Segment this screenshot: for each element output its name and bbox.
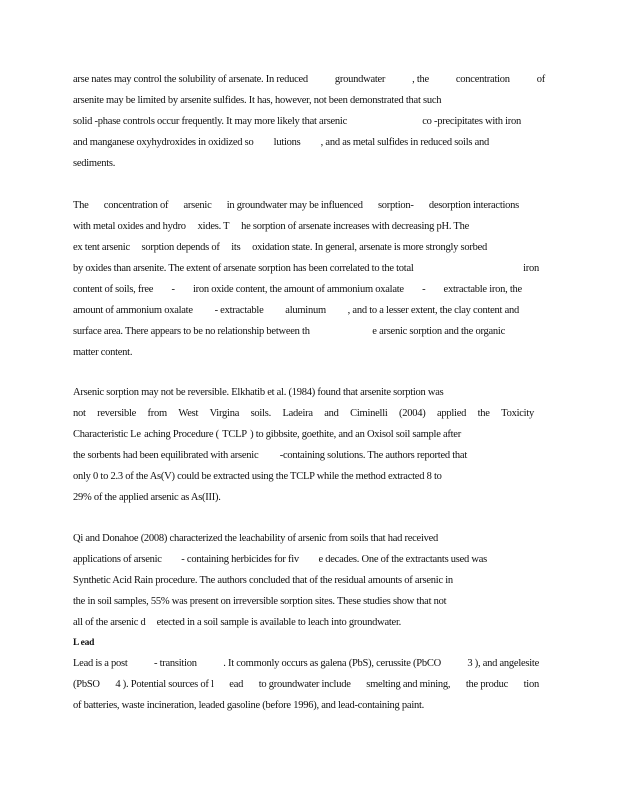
text-segment: Virgina [209, 408, 240, 419]
text-segment: the produc [465, 679, 508, 690]
paragraph-2-line-3 [73, 241, 487, 255]
text-segment: lutions [273, 137, 301, 148]
text-segment: oxidation state. In general, arsenate is more strongly sorbed [252, 242, 487, 253]
text-segment: in groundwater may be influenced [226, 200, 363, 211]
text-segment: arse nates may control the solubility of arsenate. In reduced [73, 74, 308, 85]
paragraph-2-line-4 [73, 262, 539, 276]
paragraph-4-line-2 [73, 553, 487, 567]
text-segment: applications of arsenic [73, 554, 162, 565]
text-segment: Lead is a post [73, 658, 128, 669]
text-segment: - containing herbicides for fiv [181, 554, 299, 565]
paragraph-3-line-5 [73, 470, 545, 484]
text-segment: 29% of the applied arsenic as As(III). [73, 492, 221, 503]
paragraph-4-line-1 [73, 532, 545, 546]
paragraph-4-line-4 [73, 595, 545, 609]
text-segment: soils. [250, 408, 271, 419]
text-segment: - extractable [214, 305, 264, 316]
paragraph-4-line-3 [73, 574, 545, 588]
paragraph-1-line-2 [73, 94, 545, 108]
text-segment: Characteristic Le [73, 429, 141, 440]
text-segment: to groundwater include [258, 679, 351, 690]
text-segment: of batteries, waste incineration, leaded gasoline (before 1996), and lead-containing paint. [73, 700, 425, 711]
text-segment: sorption depends of [141, 242, 220, 253]
text-segment: -containing solutions. The authors reported that [279, 450, 467, 461]
paragraph-2-line-7 [73, 325, 505, 339]
text-segment: amount of ammonium oxalate [73, 305, 193, 316]
text-segment: aluminum [285, 305, 326, 316]
text-segment: its [231, 242, 241, 253]
text-segment: he sorption of arsenate increases with decreasing pH. The [241, 221, 469, 232]
text-segment: solid -phase controls occur frequently. It may more likely that arsenic [73, 116, 348, 127]
text-segment: - transition [153, 658, 197, 669]
text-segment: by oxides than arsenite. The extent of arsenate sorption has been correlated to the total [73, 263, 414, 274]
text-segment: with metal oxides and hydro [73, 221, 186, 232]
text-segment: extractable iron, the [443, 284, 522, 295]
text-segment: , and to a lesser extent, the clay content and [347, 305, 519, 316]
text-segment: content of soils, free [73, 284, 154, 295]
text-segment: West [178, 408, 199, 419]
text-segment: sediments. [73, 158, 116, 169]
text-segment: and [324, 408, 339, 419]
paragraph-2-line-1 [73, 199, 519, 213]
text-segment: arsenic [183, 200, 212, 211]
text-segment: - [171, 284, 175, 295]
text-segment: The [73, 200, 89, 211]
text-segment: Qi and Donahoe (2008) characterized the leachability of arsenic from soils that had received [73, 533, 439, 544]
text-segment: iron oxide content, the amount of ammonium oxalate [192, 284, 404, 295]
paragraph-5-line-3 [73, 699, 545, 713]
text-segment: iron [523, 263, 539, 274]
text-segment: , and as metal sulfides in reduced soils and [320, 137, 489, 148]
text-segment: applied [436, 408, 467, 419]
text-segment: concentration [455, 74, 510, 85]
text-segment: all of the arsenic d [73, 617, 146, 628]
paragraph-5-line-2 [73, 678, 539, 692]
paragraph-1-line-1 [73, 73, 545, 87]
paragraph-3-line-1 [73, 386, 545, 400]
paragraph-3-line-3 [73, 428, 461, 442]
text-segment: tion [523, 679, 539, 690]
paragraph-3-line-4 [73, 449, 467, 463]
paragraph-4-line-5 [73, 616, 401, 630]
paragraph-2-line-5 [73, 283, 522, 297]
text-segment: (2004) [399, 408, 426, 419]
text-segment: the [477, 408, 490, 419]
text-segment: smelting and mining, [366, 679, 451, 690]
text-segment: desorption interactions [428, 200, 519, 211]
text-segment: matter content. [73, 347, 133, 358]
text-segment: co -precipitates with iron [422, 116, 521, 127]
text-segment: Arsenic sorption may not be reversible. Elkhatib et al. (1984) found that arsenite sorption was [73, 387, 444, 398]
text-segment: 4 ). Potential sources of l [115, 679, 214, 690]
text-segment: Toxicity [501, 408, 534, 419]
text-segment: the sorbents had been equilibrated with arsenic [73, 450, 259, 461]
text-segment: e decades. One of the extractants used was [318, 554, 487, 565]
text-segment: reversible [97, 408, 137, 419]
text-segment: ead [229, 679, 244, 690]
section-heading-lead: L ead [73, 638, 95, 648]
paragraph-1-line-3 [73, 115, 521, 129]
text-segment: TCLP [222, 429, 247, 440]
text-segment: - [422, 284, 426, 295]
text-segment: e arsenic sorption and the organic [372, 326, 505, 337]
text-segment: from [147, 408, 167, 419]
paragraph-5-line-1 [73, 657, 539, 671]
text-segment: ex tent arsenic [73, 242, 130, 253]
text-segment: arsenite may be limited by arsenite sulfides. It has, however, not been demonstrated that such [73, 95, 442, 106]
text-segment: groundwater [334, 74, 386, 85]
paragraph-2-line-2 [73, 220, 469, 234]
text-segment: Ciminelli [350, 408, 388, 419]
paragraph-3-line-2 [73, 407, 534, 421]
text-segment: of [536, 74, 545, 85]
paragraph-3-line-6 [73, 491, 545, 505]
paragraph-2-line-8 [73, 346, 545, 360]
text-segment: 3 ), and angelesite [467, 658, 539, 669]
text-segment: . It commonly occurs as galena (PbS), cerussite (PbCO [223, 658, 441, 669]
text-segment: Synthetic Acid Rain procedure. The authors concluded that of the residual amounts of arsenic in [73, 575, 453, 586]
text-segment: surface area. There appears to be no relationship between th [73, 326, 310, 337]
text-segment: , the [412, 74, 429, 85]
text-segment: etected in a soil sample is available to leach into groundwater. [156, 617, 401, 628]
paragraph-1-line-5 [73, 157, 545, 171]
text-segment: sorption- [377, 200, 414, 211]
text-segment: the in soil samples, 55% was present on irreversible sorption sites. These studies show that not [73, 596, 447, 607]
text-segment: only 0 to 2.3 of the As(V) could be extracted using the TCLP while the method extracted 8 to [73, 471, 442, 482]
text-segment: aching Procedure ( [144, 429, 219, 440]
text-segment: and manganese oxyhydroxides in oxidized so [73, 137, 254, 148]
text-segment: ) to gibbsite, goethite, and an Oxisol soil sample after [250, 429, 461, 440]
text-segment: xides. T [197, 221, 230, 232]
text-segment: not [73, 408, 86, 419]
text-segment: (PbSO [73, 679, 100, 690]
text-segment: concentration of [103, 200, 169, 211]
paragraph-2-line-6 [73, 304, 519, 318]
text-segment: Ladeira [282, 408, 313, 419]
paragraph-1-line-4 [73, 136, 489, 150]
